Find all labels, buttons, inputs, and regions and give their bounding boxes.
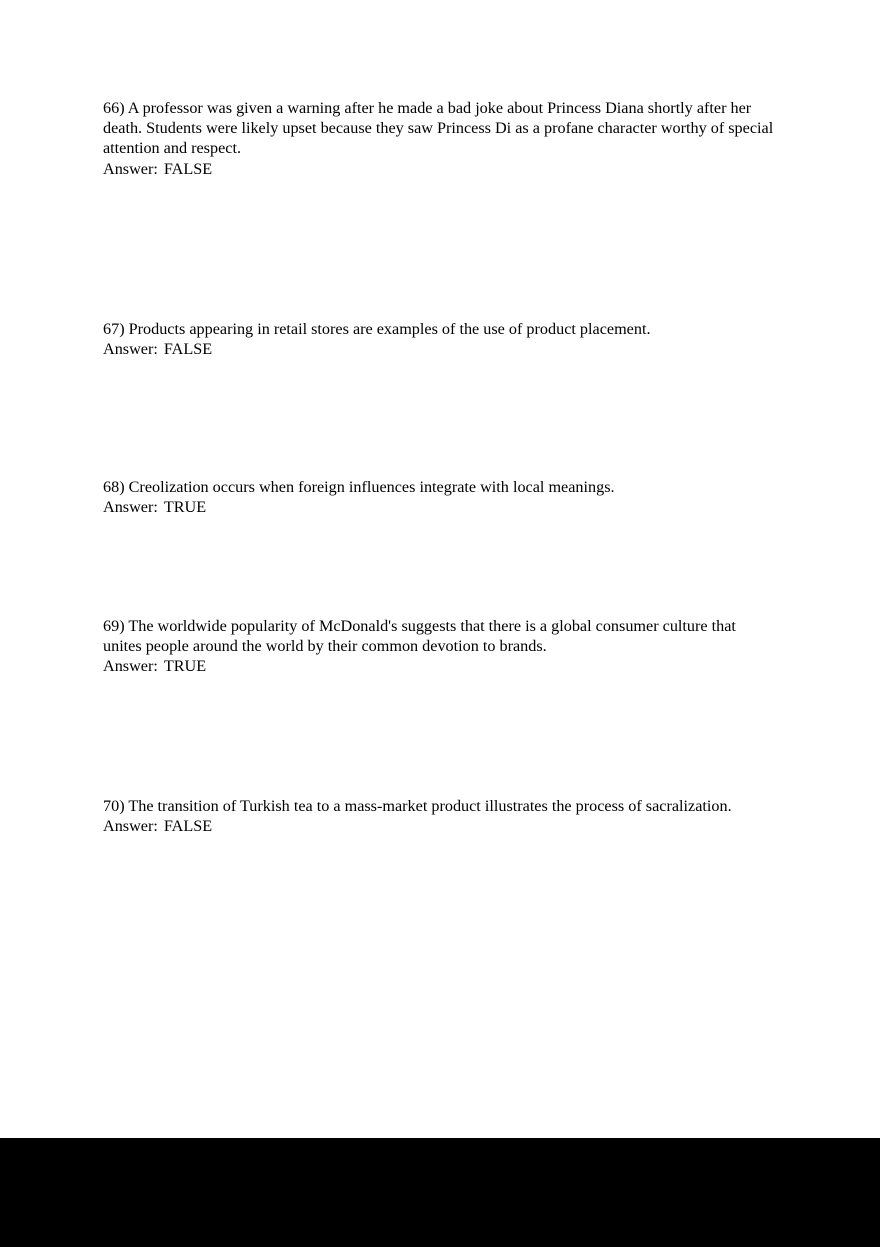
- question-item-70: [103, 796, 778, 836]
- question-text: [103, 98, 778, 159]
- question-text: [103, 319, 778, 339]
- question-answer: [103, 656, 778, 676]
- question-body: Products appearing in retail stores are examples of the use of product placement.: [128, 319, 651, 338]
- block-spacer: [103, 518, 778, 616]
- question-answer: [103, 339, 778, 359]
- question-number: 66): [103, 99, 125, 117]
- page-bottom-black-band: [0, 1138, 880, 1247]
- answer-value: TRUE: [163, 657, 207, 676]
- answer-value: FALSE: [163, 159, 213, 178]
- answer-value: FALSE: [163, 340, 213, 359]
- answer-label: Answer:: [103, 340, 158, 359]
- question-number: 68): [103, 478, 125, 497]
- question-answer: [103, 497, 778, 517]
- question-number: 69): [103, 616, 125, 635]
- answer-label: Answer:: [103, 657, 158, 676]
- question-answer: [103, 816, 778, 836]
- question-item-67: [103, 319, 778, 359]
- question-body: Creolization occurs when foreign influences integrate with local meanings.: [128, 478, 615, 497]
- question-body: The worldwide popularity of McDonald's suggests that there is a global consumer culture that unites people around the world by their common devotion to brands.: [103, 616, 736, 655]
- question-text: [103, 796, 778, 816]
- question-answer: [103, 159, 778, 179]
- question-item-69: [103, 616, 778, 677]
- block-spacer: [103, 359, 778, 477]
- question-number: 70): [103, 797, 125, 816]
- answer-value: FALSE: [163, 817, 213, 836]
- question-body: A professor was given a warning after he made a bad joke about Princess Diana shortly after her death. Students were likely upset because they saw Princess Di as a profane character worthy of special attention and respect.: [103, 99, 774, 158]
- question-item-68: [103, 477, 778, 517]
- question-text: [103, 477, 778, 497]
- answer-label: Answer:: [103, 498, 158, 517]
- question-number: 67): [103, 319, 125, 338]
- question-list: [103, 98, 778, 837]
- question-item-66: [103, 98, 778, 179]
- block-spacer: [103, 179, 778, 319]
- question-body: The transition of Turkish tea to a mass-market product illustrates the process of sacralization.: [128, 797, 732, 816]
- answer-value: TRUE: [163, 498, 207, 517]
- question-text: [103, 616, 778, 656]
- answer-label: Answer:: [103, 817, 158, 836]
- block-spacer: [103, 676, 778, 796]
- answer-label: Answer:: [103, 159, 158, 178]
